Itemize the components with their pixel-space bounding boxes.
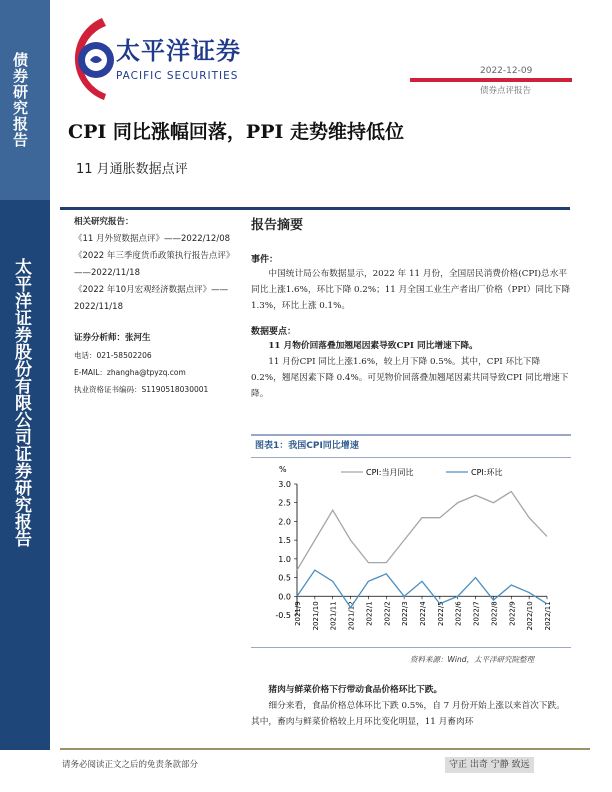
- chart-source: 资料来源：Wind，太平洋研究院整理: [410, 655, 535, 664]
- chart-caption: 图表1：我国CPI同比增速: [255, 441, 359, 451]
- points-heading: 数据要点：: [251, 327, 297, 337]
- x-tick-label: 2021/9: [294, 601, 302, 626]
- x-tick-label: 2022/10: [526, 601, 535, 631]
- series-line-0: [297, 491, 547, 570]
- sidebar-report-category: 债券研究报告: [11, 52, 29, 148]
- analyst-email[interactable]: E-MAIL：zhangha@tpyzq.com: [74, 368, 186, 377]
- y-tick-label: 0.5: [278, 573, 291, 583]
- y-tick-label: 1.5: [278, 536, 291, 546]
- y-tick-label: -0.5: [275, 611, 291, 620]
- footer-disclaimer[interactable]: 请务必阅读正文之后的免责条款部分: [62, 760, 199, 770]
- chart-top-border: [251, 434, 571, 436]
- x-tick-label: 2021/12: [347, 601, 356, 631]
- footer-divider: [60, 748, 590, 750]
- point1-heading: 11 月物价回落叠加翘尾因素导致CPI 同比增速下降。: [268, 341, 478, 351]
- footer-motto: 守正 出奇 宁静 致远: [445, 757, 534, 773]
- analyst-heading: 证券分析师：张河生: [74, 333, 151, 343]
- x-tick-label: 2022/8: [490, 601, 499, 626]
- analyst-cert: 执业资格证书编码：S1190518030001: [74, 385, 209, 394]
- y-tick-label: 2.0: [278, 517, 291, 527]
- chart-bottom-border: [251, 647, 571, 648]
- x-tick-label: 2022/4: [419, 601, 427, 626]
- page-subtitle: 11 月通胀数据点评: [76, 162, 188, 177]
- related-report[interactable]: 《11 月外贸数据点评》——2022/12/08: [74, 234, 231, 244]
- x-tick-label: 2022/1: [365, 601, 374, 626]
- point2-text: 细分来看，食品价格总体环比下跌 0.5%，自 7 月份开始上涨以来首次下跌。其中，畜肉与鲜菜价格较上月环比变化明显，11 月畜肉环: [251, 701, 565, 727]
- x-tick-label: 2022/5: [436, 601, 445, 626]
- report-date: 2022-12-09: [480, 66, 533, 76]
- point2-heading: 猪肉与鲜菜价格下行带动食品价格环比下跌。: [268, 685, 443, 695]
- page-title: CPI 同比涨幅回落，PPI 走势维持低位: [68, 121, 404, 143]
- legend-label-0: CPI:当月同比: [366, 468, 414, 477]
- legend-label-1: CPI:环比: [471, 468, 503, 477]
- x-tick-label: 2022/3: [401, 601, 410, 626]
- related-heading: 相关研究报告：: [74, 217, 134, 227]
- y-tick-label: 1.0: [278, 554, 291, 564]
- point1-text: 11 月份CPI 同比上涨1.6%，较上月下降 0.5%。其中，CPI 环比下降 0.2%，翘尾因素下降 0.4%。可见物价回落叠加翘尾因素共同导致CPI 同比增速下降。: [251, 357, 569, 399]
- x-tick-label: 2021/11: [329, 601, 338, 631]
- x-tick-label: 2022/9: [508, 601, 517, 626]
- analyst-phone: 电话：021-58502206: [74, 351, 152, 360]
- main-column: [251, 218, 571, 402]
- y-tick-label: 2.5: [278, 498, 291, 508]
- x-tick-label: 2022/7: [472, 601, 481, 626]
- header-divider: [410, 78, 572, 82]
- point2: [251, 682, 571, 730]
- section-divider: [60, 207, 570, 210]
- sidebar-company: 太平洋证券股份有限公司证券研究报告: [11, 258, 31, 547]
- y-tick-label: 0.0: [278, 592, 291, 602]
- event-heading: 事件：: [251, 255, 279, 265]
- logo-name-cn: 太平洋证券: [116, 37, 241, 65]
- report-type: 债券点评报告: [480, 86, 532, 96]
- x-tick-label: 2021/10: [311, 601, 320, 631]
- x-tick-label: 2022/11: [544, 601, 552, 631]
- logo-name-en: PACIFIC SECURITIES: [116, 70, 239, 82]
- event-text: 中国统计局公布数据显示，2022 年 11 月份，全国居民消费价格(CPI)总水平同比上涨1.6%，环比下降 0.2%；11 月全国工业生产者出厂价格（PPI）同比下降 1.3%，环比上涨 0.1%。: [251, 269, 571, 311]
- company-logo-icon: [62, 14, 114, 102]
- related-report[interactable]: 《2022 年10月宏观经济数据点评》——2022/11/18: [74, 285, 229, 312]
- x-tick-label: 2022/6: [454, 601, 463, 626]
- y-tick-label: 3.0: [278, 480, 291, 489]
- y-axis-label: %: [279, 465, 287, 474]
- summary-heading: 报告摘要: [251, 218, 304, 233]
- x-tick-label: 2022/2: [383, 601, 392, 626]
- left-column: [74, 214, 242, 398]
- chart-caption-divider: [251, 457, 571, 458]
- cpi-chart: [251, 460, 571, 645]
- related-report[interactable]: 《2022 年三季度货币政策执行报告点评》——2022/11/18: [74, 251, 235, 278]
